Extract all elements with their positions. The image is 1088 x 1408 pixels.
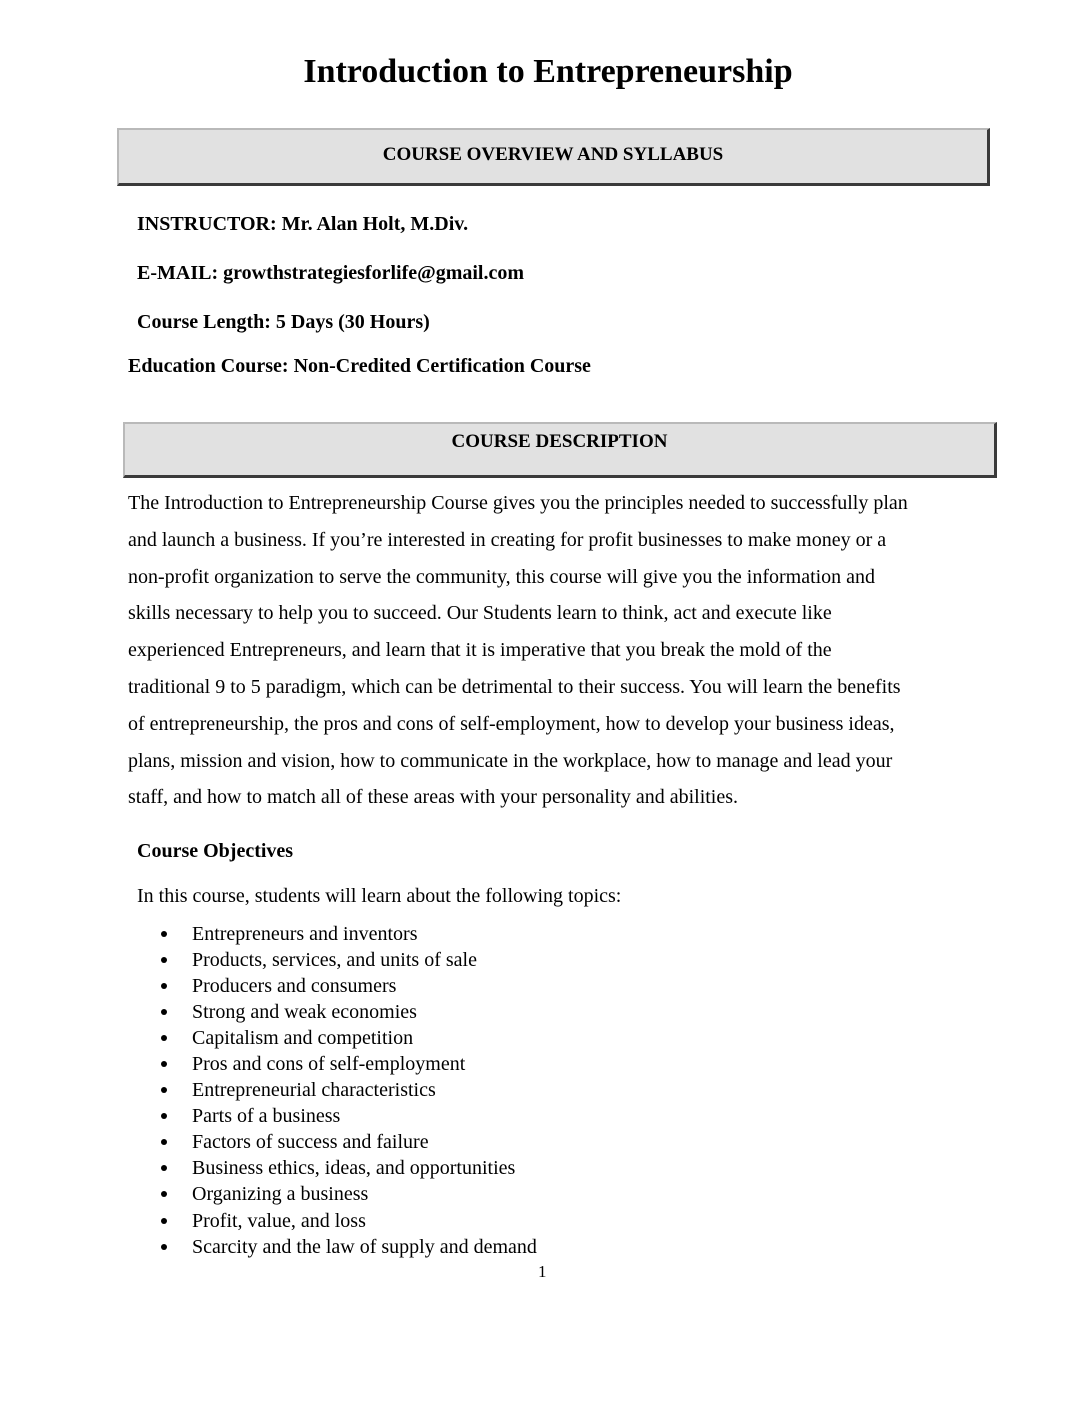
description-line: non-profit organization to serve the community, this course will give you the information and [128,565,876,588]
description-line: skills necessary to help you to succeed. Our Students learn to think, act and execute like [128,602,832,625]
description-line: and launch a business. If you’re interested in creating for profit businesses to make money or a [128,528,887,551]
topic-label: Parts of a business [192,1105,341,1128]
topic-label: Strong and weak economies [192,1001,417,1024]
bullet-icon [161,1139,167,1145]
course-description-text [128,485,978,816]
topic-item [155,1155,537,1181]
topic-item [155,1181,537,1207]
topic-label: Business ethics, ideas, and opportunities [192,1157,516,1180]
bullet-icon [161,1165,167,1171]
topic-item [155,1234,537,1260]
topic-item [155,1051,537,1077]
topic-item [155,1077,537,1103]
bullet-icon [161,1191,167,1197]
topic-item [155,1025,537,1051]
topic-label: Profit, value, and loss [192,1209,366,1232]
topic-item [155,973,537,999]
email-line: E-MAIL: growthstrategiesforlife@gmail.com [137,262,525,284]
bullet-icon [161,1035,167,1041]
bullet-icon [161,1009,167,1015]
instructor-line: INSTRUCTOR: Mr. Alan Holt, M.Div. [137,213,469,235]
topic-label: Entrepreneurial characteristics [192,1079,436,1102]
page-number: 1 [538,1262,547,1281]
bullet-icon [161,1061,167,1067]
bullet-icon [161,1218,167,1224]
course-description-heading: COURSE DESCRIPTION [123,422,997,478]
education-course-line: Education Course: Non-Credited Certification Course [128,355,591,377]
topic-label: Organizing a business [192,1183,369,1206]
topic-label: Products, services, and units of sale [192,949,477,972]
description-line: The Introduction to Entrepreneurship Course gives you the principles needed to successfully plan [128,492,908,514]
topic-item [155,1129,537,1155]
topic-label: Capitalism and competition [192,1027,414,1050]
objectives-intro: In this course, students will learn about the following topics: [137,885,622,907]
bullet-icon [161,957,167,963]
topic-label: Factors of success and failure [192,1131,429,1154]
bullet-icon [161,1087,167,1093]
description-line: of entrepreneurship, the pros and cons of self-employment, how to develop your business ideas, [128,712,895,735]
topic-label: Scarcity and the law of supply and demand [192,1235,537,1258]
course-overview-heading: COURSE OVERVIEW AND SYLLABUS [117,128,990,186]
topic-item [155,947,537,973]
bullet-icon [161,1113,167,1119]
course-length-line: Course Length: 5 Days (30 Hours) [137,311,430,333]
topic-item [155,1208,537,1234]
description-line: traditional 9 to 5 paradigm, which can be detrimental to their success. You will learn the benefits [128,675,901,698]
description-line: staff, and how to match all of these areas with your personality and abilities. [128,786,739,809]
topic-item [155,999,537,1025]
description-line: plans, mission and vision, how to communicate in the workplace, how to manage and lead your [128,749,893,772]
page-title: Introduction to Entrepreneurship [303,53,793,90]
bullet-icon [161,983,167,989]
bullet-icon [161,931,167,937]
bullet-icon [161,1244,167,1250]
course-objectives-heading: Course Objectives [137,840,294,862]
topics-list [155,921,537,1260]
topic-label: Entrepreneurs and inventors [192,923,418,945]
topic-label: Producers and consumers [192,975,397,998]
topic-item [155,1103,537,1129]
description-line: experienced Entrepreneurs, and learn that it is imperative that you break the mold of the [128,639,832,662]
topic-item [155,921,537,947]
topic-label: Pros and cons of self-employment [192,1053,466,1076]
